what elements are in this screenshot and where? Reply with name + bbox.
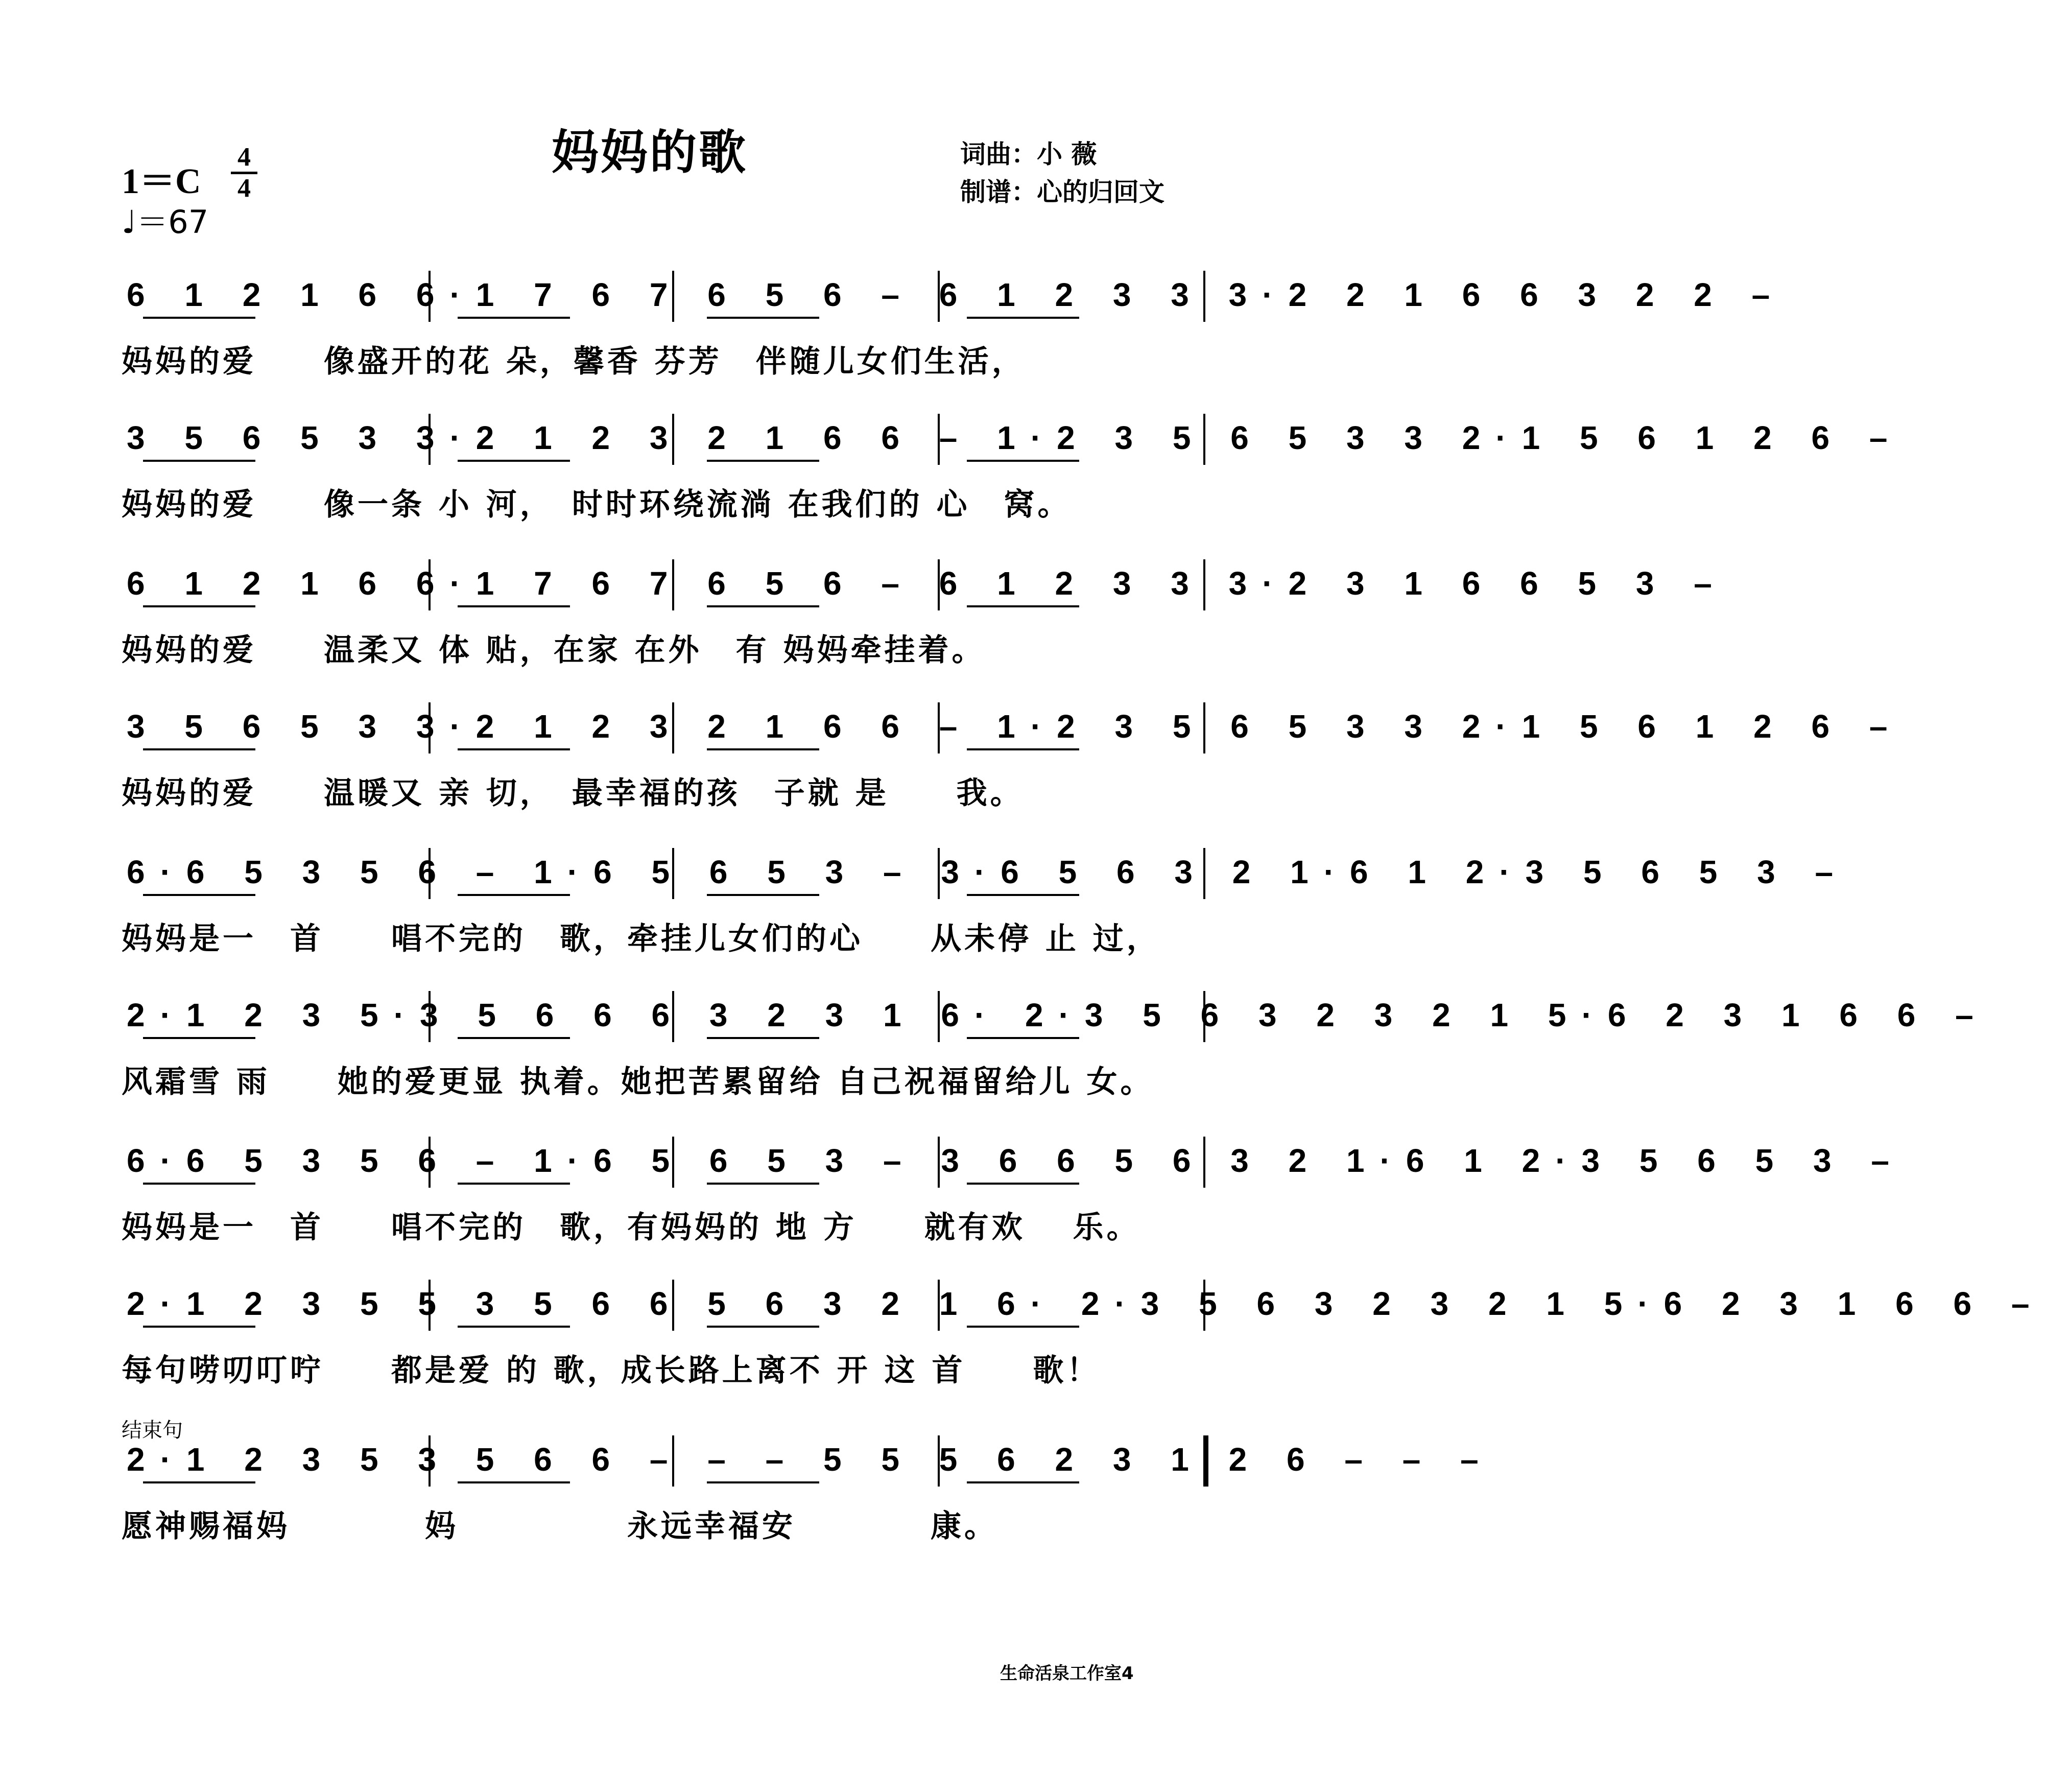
- beam-underline: [967, 317, 1079, 319]
- beam-underline: [707, 1326, 819, 1328]
- beam-underline: [143, 894, 255, 896]
- beam-underline: [967, 894, 1079, 896]
- notation-line: [122, 697, 1903, 769]
- beam-underline: [707, 1037, 819, 1039]
- notation-line: [122, 266, 1786, 337]
- notation-line: [122, 409, 1903, 480]
- lyric-line: 妈妈是一 首 唱不完的 歌，有妈妈的 地 方 就有欢 乐。: [122, 1210, 1140, 1245]
- jianpu-notes: 6 1 2 1 6 6·1 7 6 7 6 5 6 – 6 1 2 3 3 3·2 3 1 6 6 5 3 –: [127, 565, 1727, 602]
- beam-underline: [707, 748, 819, 750]
- notation-line: [122, 1131, 1905, 1203]
- beam-underline: [707, 1183, 819, 1185]
- beam-underline: [707, 1481, 819, 1483]
- ending-section-label: 结束句: [122, 1419, 183, 1442]
- credit-transcriber: 制谱：心的归回文: [960, 177, 1164, 207]
- tempo-marking: [122, 197, 208, 242]
- lyric-line: 妈妈的爱 像一条 小 河， 时时环绕流淌 在我们的 心 窝。: [122, 487, 1072, 523]
- beam-underline: [707, 605, 819, 607]
- credit-lyrics-music: 词曲：小 薇: [960, 139, 1097, 169]
- beam-underline: [967, 748, 1079, 750]
- tempo-value: ＝67: [136, 203, 209, 241]
- beam-underline: [458, 1037, 570, 1039]
- jianpu-notes: 2·1 2 3 5 3 5 6 6 – – – 5 5 5 6 2 3 1 2 6 – – –: [127, 1441, 1494, 1478]
- beam-underline: [143, 1037, 255, 1039]
- lyric-line: 妈妈的爱 像盛开的花 朵，馨香 芬芳 伴随儿女们生活，: [122, 344, 1026, 380]
- notation-line: [122, 843, 1849, 914]
- notation-line: [122, 986, 1989, 1057]
- beam-underline: [458, 460, 570, 462]
- jianpu-notes: 3 5 6 5 3 3·2 1 2 3 2 1 6 6 – 1·2 3 5 6 5 3 3 2·1 5 6 1 2 6 –: [127, 419, 1903, 456]
- key-signature: 1＝C: [122, 162, 201, 201]
- jianpu-notes: 2·1 2 3 5·3 5 6 6 6 3 2 3 1 6· 2·3 5 6 3 2 3 2 1 5·6 2 3 1 6 6 –: [127, 997, 1989, 1033]
- lyric-line: 风霜雪 雨 她的爱更显 执着。她把苦累留给 自己祝福留给儿 女。: [122, 1064, 1154, 1100]
- beam-underline: [458, 748, 570, 750]
- notation-line: [122, 554, 1727, 626]
- footer-credit: 生命活泉工作室4: [1000, 1663, 1134, 1684]
- beam-underline: [458, 317, 570, 319]
- time-signature: [229, 144, 259, 202]
- beam-underline: [143, 1183, 255, 1185]
- beam-underline: [967, 1326, 1079, 1328]
- beam-underline: [458, 1326, 570, 1328]
- jianpu-notes: 6·6 5 3 5 6 – 1·6 5 6 5 3 – 3 6 6 5 6 3 2 1·6 1 2·3 5 6 5 3 –: [127, 1142, 1905, 1179]
- notation-line: [122, 1275, 2045, 1346]
- time-signature-bottom: 4: [237, 174, 251, 203]
- beam-underline: [143, 748, 255, 750]
- beam-underline: [967, 1481, 1079, 1483]
- beam-underline: [143, 1326, 255, 1328]
- beam-underline: [143, 317, 255, 319]
- beam-underline: [707, 460, 819, 462]
- beam-underline: [458, 1481, 570, 1483]
- beam-underline: [967, 460, 1079, 462]
- beam-underline: [707, 317, 819, 319]
- beam-underline: [967, 1183, 1079, 1185]
- beam-underline: [967, 1037, 1079, 1039]
- beam-underline: [458, 1183, 570, 1185]
- beam-underline: [967, 605, 1079, 607]
- beam-underline: [458, 894, 570, 896]
- beam-underline: [143, 1481, 255, 1483]
- beam-underline: [707, 894, 819, 896]
- jianpu-notes: 6·6 5 3 5 6 – 1·6 5 6 5 3 – 3·6 5 6 3 2 1·6 1 2·3 5 6 5 3 –: [127, 854, 1849, 890]
- lyric-line: 愿神赐福妈 妈 永远幸福安 康。: [122, 1508, 998, 1544]
- lyric-line: 每句唠叨叮咛 都是爱 的 歌，成长路上离不 开 这 首 歌！: [122, 1353, 1101, 1388]
- beam-underline: [458, 605, 570, 607]
- notation-line: [122, 1430, 1494, 1502]
- beam-underline: [143, 605, 255, 607]
- song-title: 妈妈的歌: [552, 125, 748, 180]
- jianpu-notes: 6 1 2 1 6 6·1 7 6 7 6 5 6 – 6 1 2 3 3 3·2 2 1 6 6 3 2 2 –: [127, 276, 1786, 313]
- jianpu-notes: 2·1 2 3 5 5 3 5 6 6 5 6 3 2 1 6· 2·3 5 6 3 2 3 2 1 5·6 2 3 1 6 6 –: [127, 1285, 2045, 1322]
- lyric-line: 妈妈的爱 温暖又 亲 切， 最幸福的孩 子就 是 我。: [122, 775, 1024, 811]
- quarter-note-icon: ♩: [122, 203, 137, 241]
- beam-underline: [143, 460, 255, 462]
- lyric-line: 妈妈的爱 温柔又 体 贴，在家 在外 有 妈妈牵挂着。: [122, 632, 986, 668]
- time-signature-top: 4: [237, 143, 251, 172]
- jianpu-notes: 3 5 6 5 3 3·2 1 2 3 2 1 6 6 – 1·2 3 5 6 5 3 3 2·1 5 6 1 2 6 –: [127, 708, 1903, 745]
- lyric-line: 妈妈是一 首 唱不完的 歌，牵挂儿女们的心 从未停 止 过，: [122, 921, 1160, 957]
